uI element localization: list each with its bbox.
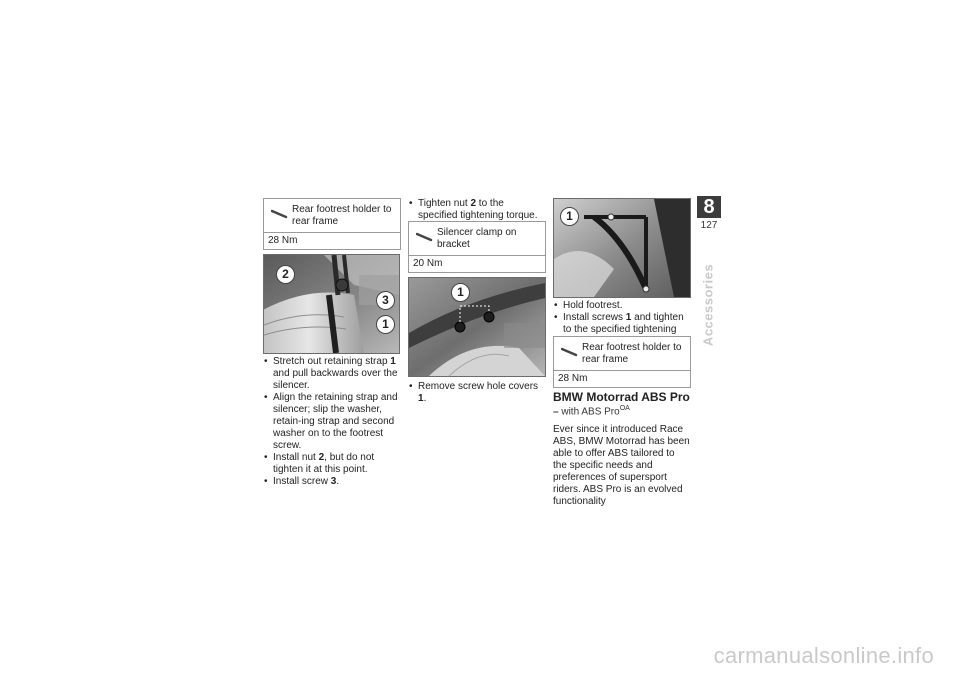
step-item: • Install screws 1 and tighten to the specified tightening <box>553 312 693 348</box>
watermark-text: carmanualsonline.info <box>713 643 934 668</box>
torque-value: 28 Nm <box>264 232 400 249</box>
step-item: • Align the retaining strap and silencer; slip the washer, retain-ing strap and second washer on to the footrest screw. <box>263 392 401 452</box>
photo-callout-1: 1 <box>451 283 470 302</box>
steps-list-col2-top <box>408 198 546 222</box>
photo-callout-3: 3 <box>376 291 395 310</box>
torque-label: Rear footrest holder to rear frame <box>292 204 392 227</box>
wrench-icon <box>416 232 434 242</box>
step-item: • Install screw 3. <box>263 476 401 488</box>
wrench-icon <box>271 209 289 219</box>
photo-rear-footrest <box>553 198 691 298</box>
torque-value: 20 Nm <box>409 255 545 272</box>
photo-silencer-strap <box>263 254 400 354</box>
chapter-label: Accessories <box>700 263 716 347</box>
section-subtitle: – with ABS Pro$^{OA}$ <box>553 405 630 418</box>
chapter-marker <box>697 196 721 246</box>
photo-callout-1: 1 <box>376 315 395 334</box>
steps-list-col1 <box>263 356 401 488</box>
steps-list-col2-bottom <box>408 381 548 405</box>
step-item: • Remove screw hole covers 1. <box>408 381 548 405</box>
torque-box-silencer-clamp <box>408 221 546 273</box>
torque-box-footrest-holder-2 <box>553 336 691 388</box>
section-title: BMW Motorrad ABS Pro <box>553 390 690 404</box>
step-item: • Stretch out retaining strap 1 and pull backwards over the silencer. <box>263 356 401 392</box>
wrench-icon <box>561 347 579 357</box>
torque-label: Silencer clamp on bracket <box>437 227 517 250</box>
torque-label: Rear footrest holder to rear frame <box>582 342 682 365</box>
torque-box-footrest-holder-1 <box>263 198 401 250</box>
step-item: • Tighten nut 2 to the specified tightening torque. <box>408 198 546 222</box>
chapter-number: 8 <box>697 196 721 218</box>
step-item: • Install nut 2, but do not tighten it at this point. <box>263 452 401 476</box>
photo-callout-1: 1 <box>560 207 579 226</box>
photo-callout-2: 2 <box>276 265 295 284</box>
page-number: 127 <box>700 220 718 231</box>
torque-value: 28 Nm <box>554 370 690 387</box>
step-item: • Hold footrest. <box>553 300 693 312</box>
photo-screw-hole-covers <box>408 277 546 377</box>
section-paragraph: Ever since it introduced Race ABS, BMW Motorrad has been able to offer ABS tailored to the specific needs and preferences of supersport riders. ABS Pro is an evolved functionality <box>553 424 690 507</box>
